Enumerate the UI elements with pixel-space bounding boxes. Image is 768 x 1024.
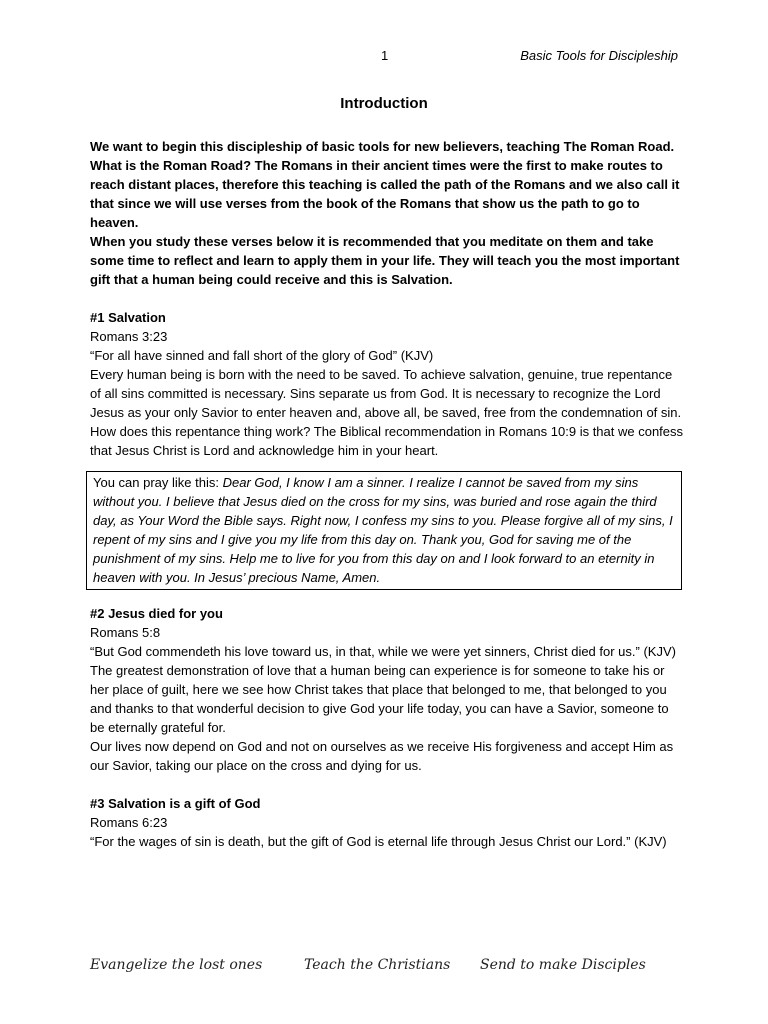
- section-paragraph: How does this repentance thing work? The Biblical recommendation in Romans 10:9 is that we confess that Jesus Christ is Lord and acknowledge him in your heart.: [90, 424, 684, 458]
- page-number: 1: [381, 48, 389, 63]
- running-title: Basic Tools for Discipleship: [520, 48, 678, 63]
- section-paragraph: The greatest demonstration of love that a human being can experience is for someone to take his or her place of guilt, here we see how Christ takes that place that belonged to me, that belonged to you and thanks to that wonderful decision to give God your life today, you can have a Savior, someone to be eternally grateful for.: [90, 663, 669, 735]
- footer-motto-evangelize: Evangelize the lost ones: [90, 957, 263, 973]
- prayer-lead: You can pray like this:: [93, 475, 223, 490]
- prayer-text: Dear God, I know I am a sinner. I realize I cannot be saved from my sins without you. I believe that Jesus died on the cross for my sins, was buried and rose again the third day, as Your Word the Bible says. Right now, I confess my sins to you. Please forgive all of my sins, I repent of my sins and I give you my life from this day on. Thank you, God for saving me of the punishment of my sins. Help me to live for you from this day on and I look forward to an eternity in heaven with you. In Jesus’ precious Name, Amen.: [93, 475, 673, 585]
- scripture-reference: Romans 3:23: [90, 329, 168, 344]
- scripture-reference: Romans 5:8: [90, 625, 161, 640]
- section-heading: #1 Salvation: [90, 310, 166, 325]
- scripture-verse: “For the wages of sin is death, but the gift of God is eternal life through Jesus Christ our Lord.” (KJV): [90, 834, 667, 849]
- scripture-verse: “For all have sinned and fall short of the glory of God” (KJV): [90, 348, 434, 363]
- page-title: Introduction: [340, 95, 428, 112]
- intro-paragraph-2: When you study these verses below it is recommended that you meditate on them and take some time to reflect and learn to apply them in your life. They will teach you the most important gift that a human being could receive and this is Salvation.: [90, 234, 680, 287]
- scripture-verse: “But God commendeth his love toward us, in that, while we were yet sinners, Christ died for us.” (KJV): [90, 644, 676, 659]
- section-paragraph: Our lives now depend on God and not on ourselves as we receive His forgiveness and accept Him as our Savior, taking our place on the cross and dying for us.: [90, 739, 674, 773]
- section-salvation: [90, 308, 686, 460]
- section-jesus-died: [90, 604, 686, 775]
- section-heading: #3 Salvation is a gift of God: [90, 796, 261, 811]
- section-paragraph: Every human being is born with the need to be saved. To achieve salvation, genuine, true repentance of all sins committed is necessary. Sins separate us from God. It is necessary to recognize the Lord Jesus as your only Savior to enter heaven and, above all, be saved, free from the condemnation of sin.: [90, 367, 682, 420]
- section-gift-of-god: [90, 794, 686, 851]
- document-body: [90, 137, 686, 851]
- footer-motto-send: Send to make Disciples: [480, 957, 646, 973]
- prayer-box: [86, 471, 682, 590]
- section-heading: #2 Jesus died for you: [90, 606, 223, 621]
- page-header: [0, 48, 768, 66]
- intro-paragraph-1: We want to begin this discipleship of basic tools for new believers, teaching The Roman Road. What is the Roman Road? The Romans in their ancient times were the first to make routes to reach distant places, therefore this teaching is called the path of the Romans and we also call it that since we will use verses from the book of the Romans that show us the path to go to heaven.: [90, 139, 680, 230]
- footer-motto-teach: Teach the Christians: [304, 957, 451, 973]
- scripture-reference: Romans 6:23: [90, 815, 168, 830]
